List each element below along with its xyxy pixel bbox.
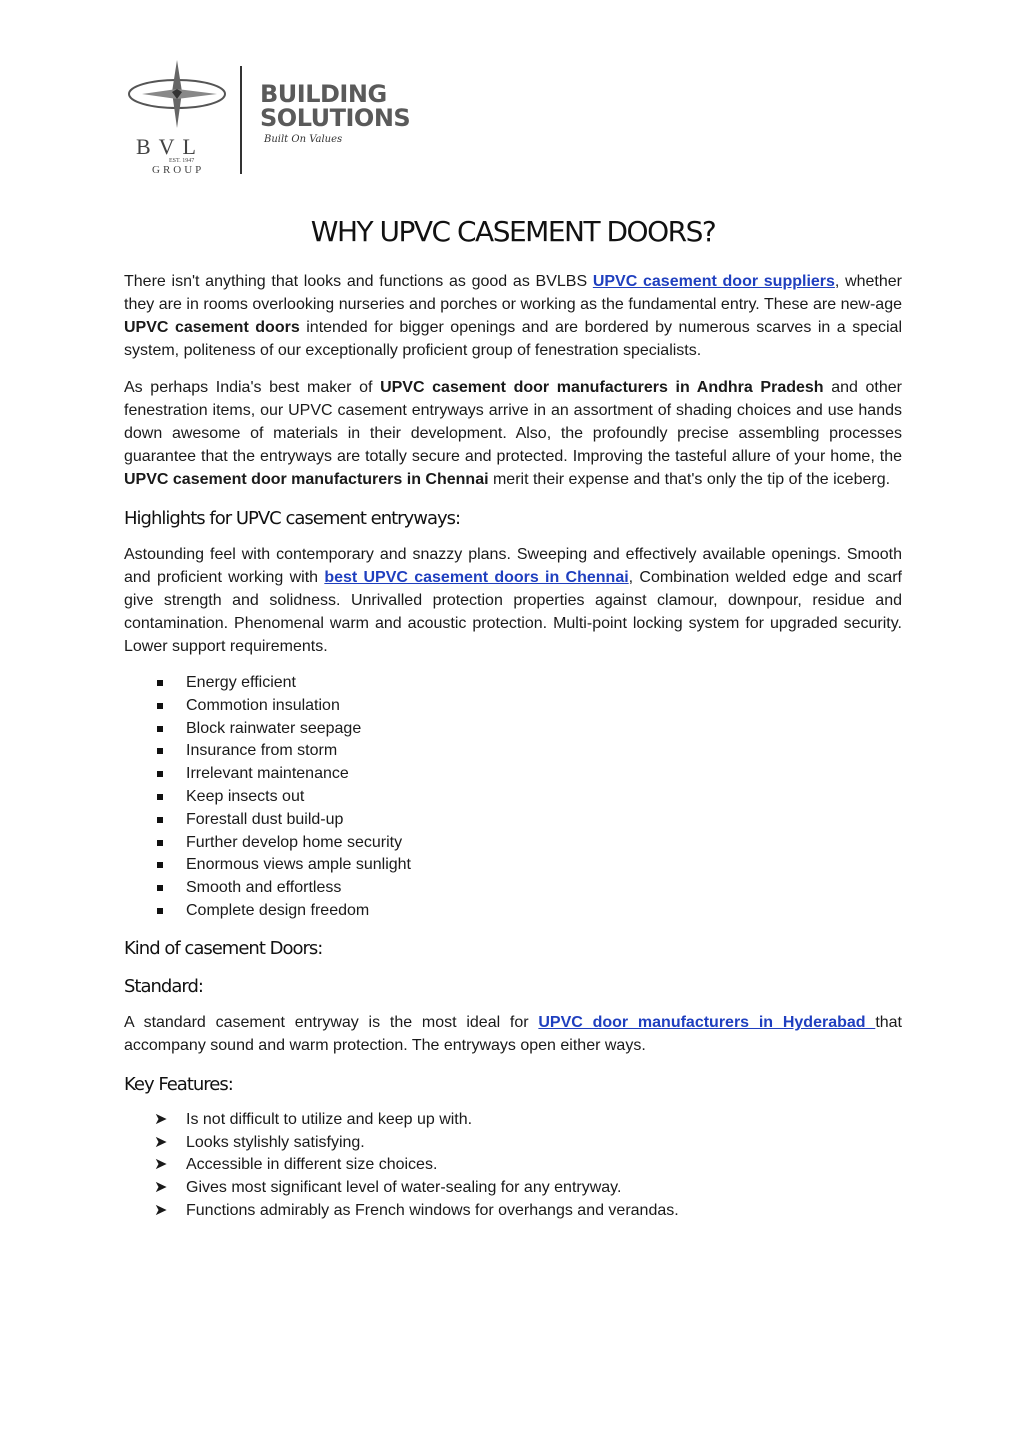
list-item <box>124 1132 902 1155</box>
square-bullet-icon <box>157 908 163 914</box>
page-title: WHY UPVC CASEMENT DOORS? <box>310 215 716 248</box>
bvl-group-text: GROUP <box>152 164 205 176</box>
standard-paragraph <box>124 1011 902 1057</box>
link-upvc-casement-door-suppliers[interactable]: UPVC casement door suppliers <box>592 273 835 290</box>
square-bullet-icon <box>157 726 163 732</box>
page-header <box>122 58 411 183</box>
square-bullet-icon <box>157 703 163 709</box>
square-bullet-icon <box>157 794 163 800</box>
highlights-paragraph <box>124 543 902 658</box>
list-item-text: Is not difficult to utilize and keep up with. <box>186 1110 473 1128</box>
text: that accompany sound and warm protection. The entryways open either ways. <box>124 1013 902 1054</box>
list-item <box>124 740 902 763</box>
list-item-text: Smooth and effortless <box>186 879 342 897</box>
square-bullet-icon <box>157 817 163 823</box>
document-body <box>124 212 902 1223</box>
list-item-text: Enormous views ample sunlight <box>186 856 411 874</box>
list-item <box>124 763 902 786</box>
list-item <box>124 672 902 695</box>
text: Astounding feel with contemporary and snazzy plans. Sweeping and effectively available openings. Smooth and proficient working with <box>124 546 902 586</box>
bold-text: UPVC casement door manufacturers in Chennai <box>124 471 489 488</box>
link-upvc-door-manufacturers-hyderabad[interactable]: UPVC door manufacturers in Hyderabad <box>538 1013 876 1031</box>
bvl-est: EST. 1947 <box>169 158 195 164</box>
text: As perhaps India's best maker of <box>124 379 381 396</box>
list-item <box>124 1109 902 1132</box>
list-item-text: Accessible in different size choices. <box>186 1156 438 1174</box>
intro-paragraph-1 <box>124 270 902 362</box>
list-item <box>124 809 902 832</box>
list-item-text: Looks stylishly satisfying. <box>186 1133 365 1151</box>
list-item-text: Complete design freedom <box>186 901 370 919</box>
text: and other fenestration items, our UPVC casement entryways arrive in an assortment of shading choices and use hands down awesome of materials in their development. Also, the profoundly precise assembling processes guarantee that the entryways are totally secure and protected. Improving the tasteful allure of your home, the <box>124 379 903 465</box>
square-bullet-icon <box>157 771 163 777</box>
list-item <box>124 1154 902 1177</box>
bs-line1: BUILDING <box>260 80 387 108</box>
arrow-bullet-icon: ➤ <box>154 1201 168 1219</box>
text: intended for bigger openings and are bordered by numerous scarves in a special system, politeness of our exceptionally proficient group of fenestration specialists. <box>124 319 903 359</box>
list-item <box>124 718 902 741</box>
highlights-list <box>124 672 902 923</box>
list-item-text: Keep insects out <box>186 787 305 805</box>
bvl-group-logo <box>122 58 232 180</box>
standard-heading: Standard: <box>124 975 203 997</box>
highlights-heading: Highlights for UPVC casement entryways: <box>124 508 461 529</box>
list-item <box>124 900 902 923</box>
list-item <box>124 1177 902 1200</box>
list-item-text: Forestall dust build-up <box>186 810 344 828</box>
list-item <box>124 832 902 855</box>
list-item-text: Insurance from storm <box>186 742 338 760</box>
intro-paragraph-2 <box>124 376 902 491</box>
key-features-list <box>124 1109 902 1223</box>
arrow-bullet-icon: ➤ <box>154 1179 168 1197</box>
list-item <box>124 786 902 809</box>
list-item-text: Irrelevant maintenance <box>186 765 349 783</box>
bs-tagline: Built On Values <box>264 134 343 145</box>
list-item <box>124 854 902 877</box>
compass-star-icon <box>122 58 232 138</box>
link-best-upvc-casement-doors-chennai[interactable]: best UPVC casement doors in Chennai <box>324 569 629 586</box>
kind-heading: Kind of casement Doors: <box>124 937 323 959</box>
bold-text: UPVC casement doors <box>124 319 300 336</box>
bs-line2: SOLUTIONS <box>260 104 411 132</box>
building-solutions-logo <box>260 80 411 152</box>
arrow-bullet-icon: ➤ <box>154 1110 168 1128</box>
square-bullet-icon <box>157 680 163 686</box>
bold-text: UPVC casement door manufacturers in Andhra Pradesh <box>380 379 824 396</box>
arrow-bullet-icon: ➤ <box>154 1156 168 1174</box>
text: , Combination welded edge and scarf give strength and solidness. Unrivalled protection properties against clamour, downpour, residue and contamination. Phenomenal warm and acoustic protection. Multi-point locking system for upgraded security. Lower support requirements. <box>124 569 902 655</box>
list-item-text: Gives most significant level of water-sealing for any entryway. <box>186 1179 622 1197</box>
text: merit their expense and that's only the tip of the iceberg. <box>488 471 891 488</box>
key-features-heading: Key Features: <box>124 1073 233 1095</box>
list-item <box>124 695 902 718</box>
square-bullet-icon <box>157 840 163 846</box>
arrow-bullet-icon: ➤ <box>154 1133 168 1151</box>
square-bullet-icon <box>157 862 163 868</box>
text: There isn't anything that looks and functions as good as BVLBS <box>124 273 593 290</box>
square-bullet-icon <box>157 885 163 891</box>
list-item <box>124 1200 902 1223</box>
list-item-text: Functions admirably as French windows for overhangs and verandas. <box>186 1201 679 1219</box>
list-item <box>124 877 902 900</box>
list-item-text: Commotion insulation <box>186 696 340 714</box>
list-item-text: Further develop home security <box>186 833 403 851</box>
text: , whether they are in rooms overlooking nurseries and porches or working as the fundamental entry. These are new-age <box>124 273 903 313</box>
list-item-text: Energy efficient <box>186 674 296 691</box>
list-item-text: Block rainwater seepage <box>186 719 362 737</box>
logo-divider <box>240 66 242 174</box>
bvl-letters: BVL <box>136 134 204 159</box>
text: A standard casement entryway is the most ideal for <box>124 1013 539 1031</box>
square-bullet-icon <box>157 748 163 754</box>
